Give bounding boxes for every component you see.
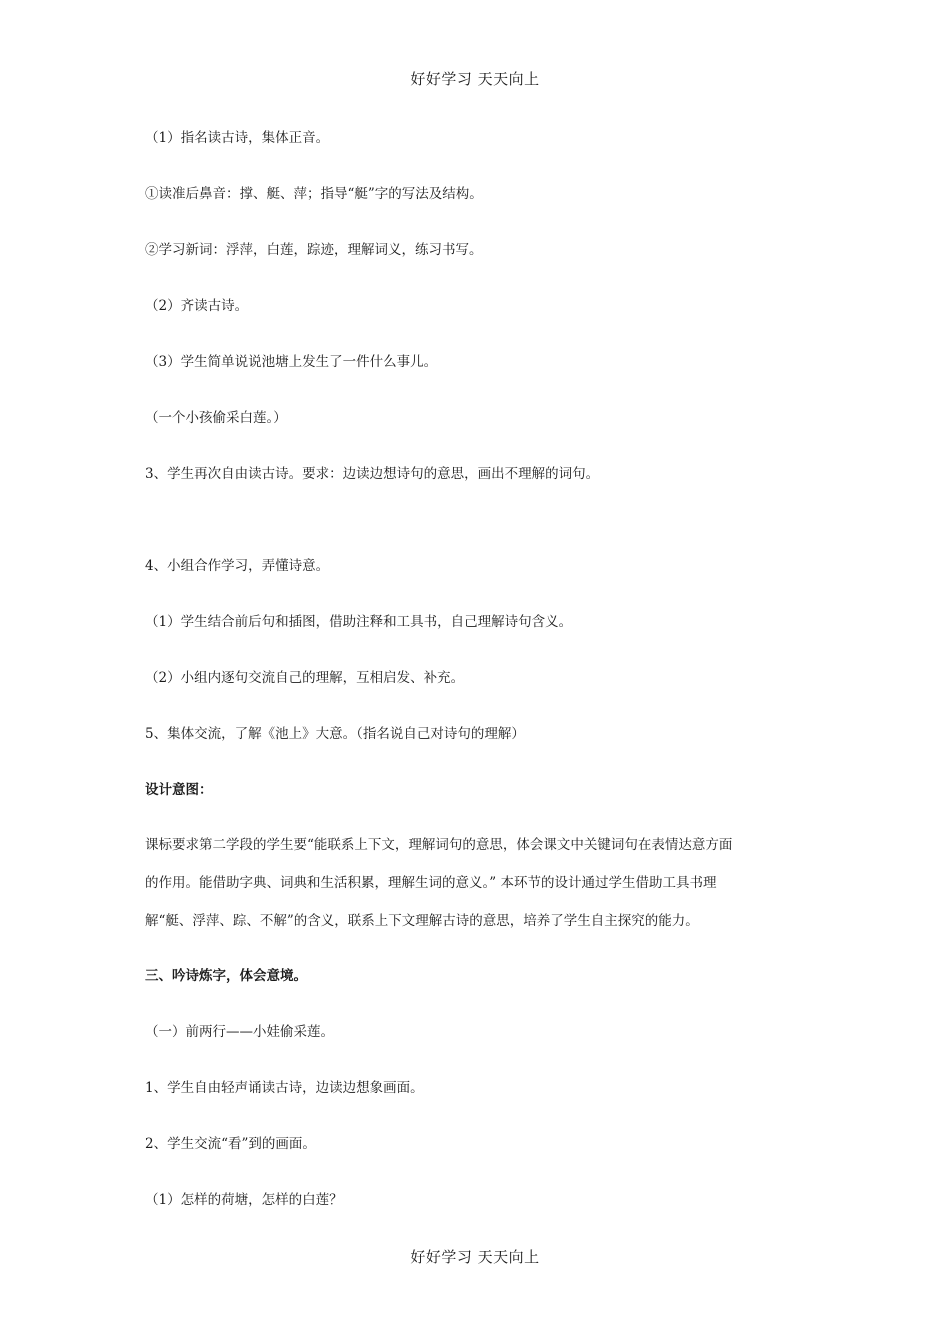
- text-line: 5、集体交流，了解《池上》大意。（指名说自己对诗句的理解）: [145, 726, 525, 742]
- text-line: （3）学生简单说说池塘上发生了一件什么事儿。: [145, 354, 438, 370]
- text-line: 1、学生自由轻声诵读古诗，边读边想象画面。: [145, 1080, 424, 1096]
- text-line: ②学习新词：浮萍，白莲，踪迹，理解词义，练习书写。: [145, 242, 483, 258]
- text-line: 3、学生再次自由读古诗。要求：边读边想诗句的意思，画出不理解的词句。: [145, 466, 600, 482]
- paragraph-line: 的作用。能借助字典、词典和生活积累，理解生词的意义。” 本环节的设计通过学生借助工具书理: [145, 875, 717, 891]
- text-line: （2）小组内逐句交流自己的理解，互相启发、补充。: [145, 670, 465, 686]
- text-line: （1）怎样的荷塘，怎样的白莲？: [145, 1192, 343, 1208]
- paragraph-line: 解“艇、浮萍、踪、不解”的含义，联系上下文理解古诗的意思，培养了学生自主探究的能力。: [145, 913, 699, 929]
- page-header: 好好学习 天天向上: [410, 70, 540, 88]
- text-line: （一个小孩偷采白莲。）: [145, 410, 287, 426]
- design-paragraph: [145, 826, 810, 940]
- page-footer: 好好学习 天天向上: [410, 1248, 540, 1266]
- text-line: （一）前两行——小娃偷采莲。: [145, 1024, 334, 1040]
- text-line: （1）学生结合前后句和插图，借助注释和工具书，自己理解诗句含义。: [145, 614, 573, 630]
- section-heading: 三、吟诗炼字，体会意境。: [145, 968, 307, 984]
- text-line: 4、小组合作学习，弄懂诗意。: [145, 558, 330, 574]
- text-line: （2）齐读古诗。: [145, 298, 249, 314]
- paragraph-line: 课标要求第二学段的学生要“能联系上下文，理解词句的意思，体会课文中关键词句在表情达意方面: [145, 837, 733, 853]
- design-heading: 设计意图：: [145, 782, 213, 798]
- text-line: （1）指名读古诗，集体正音。: [145, 130, 330, 146]
- text-line: ①读准后鼻音：撑、艇、萍；指导“艇”字的写法及结构。: [145, 186, 483, 202]
- text-line: 2、学生交流“看”到的画面。: [145, 1136, 316, 1152]
